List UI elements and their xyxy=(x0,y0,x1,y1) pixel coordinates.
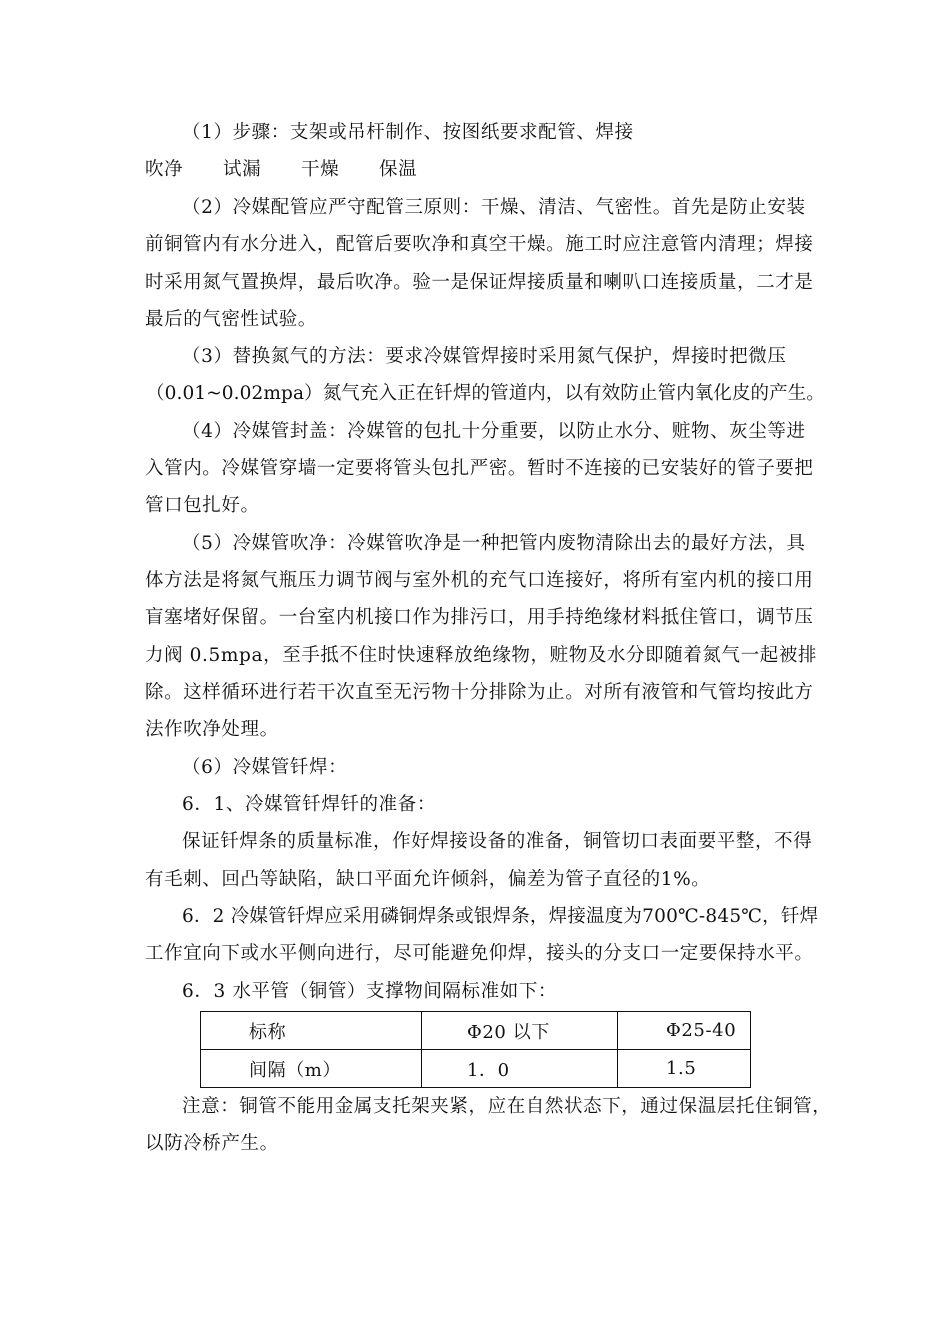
para-5-line: 体方法是将氮气瓶压力调节阀与室外机的充气口连接好，将所有室内机的接口用 xyxy=(145,570,814,591)
table-row xyxy=(201,1050,751,1088)
para-3-line: （0.01~0.02mpa）氮气充入正在钎焊的管道内，以有效防止管内氧化皮的产生。 xyxy=(146,383,825,404)
section-6-1-title: 6．1、冷媒管钎焊钎的准备： xyxy=(182,794,436,815)
section-6-2-line: 6．2 冷媒管钎焊应采用磷铜焊条或银焊条，焊接温度为700℃-845℃，钎焊 xyxy=(182,906,819,927)
section-6-3-title: 6．3 水平管（铜管）支撑物间隔标准如下： xyxy=(182,981,558,1002)
para-5-line: （5）冷媒管吹净：冷媒管吹净是一种把管内废物清除出去的最好方法，具 xyxy=(182,533,806,554)
para-3-line: （3）替换氮气的方法：要求冷媒管焊接时采用氮气保护，焊接时把微压 xyxy=(182,346,787,367)
table-cell: 间隔（m） xyxy=(201,1050,422,1088)
para-4-line: （4）冷媒管封盖：冷媒管的包扎十分重要，以防止水分、赃物、灰尘等进 xyxy=(182,421,806,442)
section-6-1-line: 有毛刺、回凸等缺陷，缺口平面允许倾斜，偏差为管子直径的1%。 xyxy=(145,869,711,890)
para-5-line: 法作吹净处理。 xyxy=(145,719,279,740)
para-4-line: 入管内。冷媒管穿墙一定要将管头包扎严密。暂时不连接的已安装好的管子要把 xyxy=(145,458,814,479)
para-2-line: 时采用氮气置换焊，最后吹净。验一是保证焊接质量和喇叭口连接质量，二才是 xyxy=(145,272,814,293)
para-4-line: 管口包扎好。 xyxy=(145,495,260,516)
section-6-2-line: 工作宜向下或水平侧向进行，尽可能避免仰焊，接头的分支口一定要保持水平。 xyxy=(145,943,814,964)
step-items xyxy=(145,158,417,182)
step-item-blow: 吹净 xyxy=(145,159,184,180)
section-6-1-line: 保证钎焊条的质量标准，作好焊接设备的准备，铜管切口表面要平整，不得 xyxy=(182,831,813,852)
support-spacing-table xyxy=(200,1011,751,1088)
table-cell: 标称 xyxy=(201,1012,422,1050)
para-5-line: 力阀 0.5mpa，至手抵不住时快速释放绝缘物，赃物及水分即随着氮气一起被排 xyxy=(145,645,818,666)
step-item-insulate: 保温 xyxy=(379,159,418,180)
table-header-row xyxy=(201,1012,751,1050)
table-cell: Φ20 以下 xyxy=(422,1012,618,1050)
para-6-heading: （6）冷媒管钎焊： xyxy=(182,757,348,778)
note-line: 以防冷桥产生。 xyxy=(145,1133,279,1154)
para-5-line: 除。这样循环进行若干次直至无污物十分排除为止。对所有液管和气管均按此方 xyxy=(145,682,814,703)
para-2-line: 最后的气密性试验。 xyxy=(145,309,317,330)
step-item-leak-test: 试漏 xyxy=(223,159,262,180)
table-cell: 1．0 xyxy=(422,1050,618,1088)
step-item-dry: 干燥 xyxy=(301,159,340,180)
step-1-line: （1）步骤：支架或吊杆制作、按图纸要求配管、焊接 xyxy=(182,122,634,143)
para-2-line: 前铜管内有水分进入，配管后要吹净和真空干燥。施工时应注意管内清理；焊接 xyxy=(145,234,814,255)
table-cell: 1.5 xyxy=(618,1050,751,1088)
para-5-line: 盲塞堵好保留。一台室内机接口作为排污口，用手持绝缘材料抵住管口，调节压 xyxy=(145,607,814,628)
note-line: 注意：铜管不能用金属支托架夹紧，应在自然状态下，通过保温层托住铜管， xyxy=(182,1096,832,1117)
para-2-line: （2）冷媒配管应严守配管三原则：干燥、清洁、气密性。首先是防止安装 xyxy=(182,197,806,218)
table-cell: Φ25-40 xyxy=(618,1012,751,1050)
